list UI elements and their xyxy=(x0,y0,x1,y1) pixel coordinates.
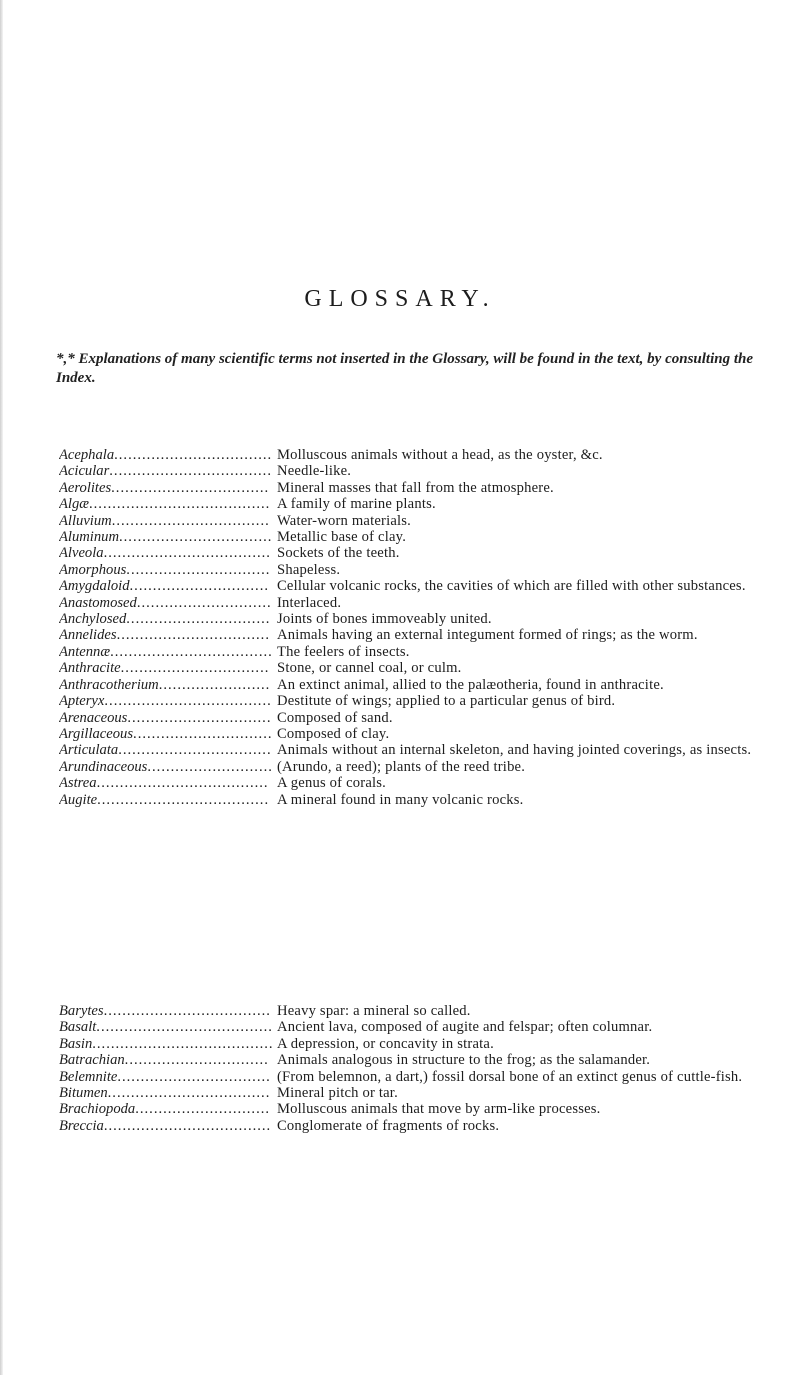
glossary-entry xyxy=(59,529,759,545)
glossary-definition: Animals analogous in structure to the frog; as the salamander. xyxy=(277,1052,651,1069)
leader-dots: .................................... xyxy=(103,545,271,562)
glossary-term xyxy=(59,1019,277,1035)
glossary-term xyxy=(59,529,277,545)
glossary-term xyxy=(59,1069,277,1085)
glossary-term xyxy=(59,627,277,643)
glossary-term xyxy=(59,677,277,693)
glossary-entry xyxy=(59,1036,759,1052)
page-title: GLOSSARY. xyxy=(304,286,496,312)
glossary-entry xyxy=(59,545,759,561)
glossary-term xyxy=(59,660,277,676)
glossary-definition: Animals having an external integument formed of rings; as the worm. xyxy=(277,627,698,644)
glossary-definition: Animals without an internal skeleton, and having jointed coverings, as insects. xyxy=(277,742,752,759)
glossary-term-text: Argillaceous xyxy=(59,725,134,742)
glossary-entry xyxy=(59,1052,759,1068)
glossary-section-a xyxy=(59,447,759,808)
leader-dots: ........................... xyxy=(147,758,273,775)
glossary-term xyxy=(59,595,277,611)
leader-dots: ................................... xyxy=(107,1085,271,1102)
glossary-definition: Needle-like. xyxy=(277,463,352,480)
leader-dots: ............................... xyxy=(124,1052,269,1069)
leader-dots: .................................... xyxy=(103,1003,271,1019)
glossary-entry xyxy=(59,611,759,627)
glossary-term-text: Acephala xyxy=(59,447,115,463)
glossary-entry xyxy=(59,1118,759,1134)
glossary-term-text: Barytes xyxy=(59,1003,104,1019)
glossary-term xyxy=(59,742,277,758)
glossary-term xyxy=(59,480,277,496)
glossary-term xyxy=(59,644,277,660)
leader-dots: ................................. xyxy=(116,627,270,644)
leader-dots: ........................ xyxy=(158,676,271,693)
leader-dots: ................................. xyxy=(119,529,273,546)
page-edge-shadow xyxy=(0,0,3,1375)
glossary-definition: Stone, or cannel coal, or culm. xyxy=(277,660,462,677)
leader-dots: ............................. xyxy=(136,594,272,611)
leader-dots: ................................... xyxy=(109,463,272,480)
glossary-term-text: Anastomosed xyxy=(59,594,137,611)
glossary-entry xyxy=(59,759,759,775)
leader-dots: .................................. xyxy=(114,447,273,463)
glossary-definition: Composed of clay. xyxy=(277,725,390,742)
glossary-definition: Sockets of the teeth. xyxy=(277,545,400,562)
glossary-definition: Molluscous animals without a head, as the oyster, &c. xyxy=(277,447,603,463)
leader-dots: ....................................... xyxy=(89,496,271,513)
leader-dots: ................................. xyxy=(117,1068,271,1085)
glossary-term xyxy=(59,578,277,594)
glossary-term xyxy=(59,775,277,791)
glossary-term-text: Anchylosed xyxy=(59,611,127,628)
leader-dots: .................................... xyxy=(104,693,272,710)
leader-dots: ..................................... xyxy=(97,791,270,808)
glossary-entry xyxy=(59,595,759,611)
glossary-term-text: Arenaceous xyxy=(59,709,128,726)
glossary-entry xyxy=(59,693,759,709)
glossary-term xyxy=(59,496,277,512)
leader-dots: ............................. xyxy=(135,1101,271,1118)
leader-dots: .............................. xyxy=(129,578,269,595)
glossary-term xyxy=(59,1003,277,1019)
glossary-term xyxy=(59,710,277,726)
glossary-term-text: Amygdaloid xyxy=(59,578,130,595)
glossary-definition: Composed of sand. xyxy=(277,709,393,726)
leader-dots: .................................. xyxy=(111,512,270,529)
glossary-definition: Cellular volcanic rocks, the cavities of which are filled with other substances. xyxy=(277,578,746,595)
glossary-term xyxy=(59,792,277,808)
glossary-term xyxy=(59,545,277,561)
glossary-entry xyxy=(59,644,759,660)
glossary-term xyxy=(59,463,277,479)
glossary-definition: A depression, or concavity in strata. xyxy=(277,1035,494,1052)
glossary-term-text: Aluminum xyxy=(59,529,119,546)
glossary-definition: Heavy spar: a mineral so called. xyxy=(277,1003,471,1019)
glossary-entry xyxy=(59,1101,759,1117)
leader-dots: ..................................... xyxy=(96,775,269,792)
glossary-term xyxy=(59,1101,277,1117)
glossary-term-text: Algæ xyxy=(59,496,89,513)
glossary-definition: Joints of bones immoveably united. xyxy=(277,611,492,628)
glossary-entry xyxy=(59,578,759,594)
glossary-entry xyxy=(59,1019,759,1035)
glossary-entry xyxy=(59,627,759,643)
glossary-definition: Destitute of wings; applied to a particular genus of bird. xyxy=(277,693,616,710)
glossary-section-b xyxy=(59,1003,759,1134)
glossary-term-text: Batrachian xyxy=(59,1052,125,1069)
glossary-definition: Water-worn materials. xyxy=(277,512,412,529)
glossary-definition: A family of marine plants. xyxy=(277,496,436,513)
glossary-term xyxy=(59,447,277,463)
glossary-entry xyxy=(59,792,759,808)
glossary-entry xyxy=(59,660,759,676)
glossary-entry xyxy=(59,463,759,479)
glossary-term-text: Apteryx xyxy=(59,693,105,710)
glossary-term-text: Acicular xyxy=(59,463,110,480)
glossary-entry xyxy=(59,710,759,726)
leader-dots: ............................... xyxy=(126,611,271,628)
leader-dots: ................................... xyxy=(110,643,273,660)
leader-dots: .............................. xyxy=(133,725,273,742)
glossary-entry xyxy=(59,1003,759,1019)
glossary-definition: Mineral pitch or tar. xyxy=(277,1085,398,1102)
glossary-term-text: Basalt xyxy=(59,1019,97,1036)
glossary-entry xyxy=(59,726,759,742)
leader-dots: .................................. xyxy=(111,479,270,496)
glossary-definition: Conglomerate of fragments of rocks. xyxy=(277,1117,500,1134)
leader-dots: ....................................... xyxy=(92,1035,274,1052)
glossary-term xyxy=(59,1036,277,1052)
glossary-note: *,* Explanations of many scientific terms not inserted in the Glossary, will be found in the text, by consulting the Index. xyxy=(56,351,754,386)
glossary-entry xyxy=(59,562,759,578)
glossary-term-text: Articulata xyxy=(59,742,119,759)
glossary-definition: A genus of corals. xyxy=(277,775,386,792)
glossary-definition: The feelers of insects. xyxy=(277,643,410,660)
glossary-definition: Shapeless. xyxy=(277,561,341,578)
glossary-definition: A mineral found in many volcanic rocks. xyxy=(277,791,524,808)
glossary-term-text: Anthracotherium xyxy=(59,676,159,693)
glossary-term-text: Augite xyxy=(59,791,98,808)
glossary-term xyxy=(59,562,277,578)
glossary-entry xyxy=(59,1069,759,1085)
glossary-term-text: Brachiopoda xyxy=(59,1101,136,1118)
glossary-term-text: Alluvium xyxy=(59,512,112,529)
glossary-definition: Interlaced. xyxy=(277,594,342,611)
glossary-definition: Mineral masses that fall from the atmosphere. xyxy=(277,479,554,496)
leader-dots: .................................... xyxy=(103,1117,272,1134)
glossary-term xyxy=(59,726,277,742)
glossary-definition: Molluscous animals that move by arm-like processes. xyxy=(277,1101,601,1118)
leader-dots: ...................................... xyxy=(96,1019,273,1036)
glossary-entry xyxy=(59,496,759,512)
glossary-term-text: Basin xyxy=(59,1035,93,1052)
glossary-term-text: Bitumen xyxy=(59,1085,108,1102)
glossary-entry xyxy=(59,677,759,693)
glossary-term-text: Breccia xyxy=(59,1117,104,1134)
leader-dots: ................................. xyxy=(118,742,272,759)
glossary-definition: Ancient lava, composed of augite and felspar; often columnar. xyxy=(277,1019,653,1036)
glossary-term-text: Aerolites xyxy=(59,479,112,496)
glossary-term-text: Annelides xyxy=(59,627,117,644)
glossary-entry xyxy=(59,447,759,463)
glossary-term-text: Antennæ xyxy=(59,643,111,660)
glossary-term-text: Arundinaceous xyxy=(59,758,148,775)
glossary-definition: (From belemnon, a dart,) fossil dorsal bone of an extinct genus of cuttle-fish. xyxy=(277,1068,743,1085)
glossary-entry xyxy=(59,480,759,496)
glossary-entry xyxy=(59,775,759,791)
glossary-term-text: Belemnite xyxy=(59,1068,118,1085)
glossary-term xyxy=(59,1118,277,1134)
leader-dots: ............................... xyxy=(126,561,271,578)
glossary-definition: Metallic base of clay. xyxy=(277,529,407,546)
leader-dots: ................................ xyxy=(120,660,270,677)
glossary-term-text: Anthracite xyxy=(59,660,121,677)
glossary-term xyxy=(59,1085,277,1101)
glossary-entry xyxy=(59,742,759,758)
glossary-term-text: Amorphous xyxy=(59,561,127,578)
glossary-term xyxy=(59,1052,277,1068)
glossary-term-text: Astrea xyxy=(59,775,97,792)
glossary-term-text: Alveola xyxy=(59,545,104,562)
glossary-entry xyxy=(59,1085,759,1101)
glossary-definition: (Arundo, a reed); plants of the reed tribe. xyxy=(277,758,526,775)
glossary-entry xyxy=(59,513,759,529)
glossary-term xyxy=(59,693,277,709)
glossary-term xyxy=(59,513,277,529)
glossary-term xyxy=(59,611,277,627)
leader-dots: ............................... xyxy=(127,709,272,726)
glossary-definition: An extinct animal, allied to the palæotheria, found in anthracite. xyxy=(277,676,664,693)
glossary-term xyxy=(59,759,277,775)
